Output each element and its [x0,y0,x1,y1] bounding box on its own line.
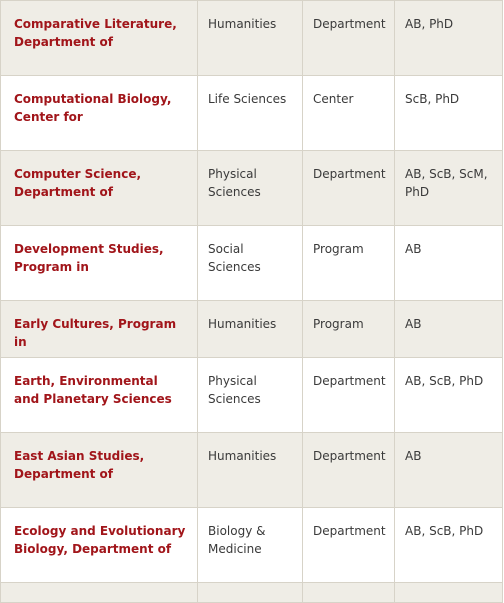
area-cell: Humanities [198,1,303,76]
degrees-cell: AB, PhD [395,1,503,76]
type-cell: Center [303,76,395,151]
program-link[interactable]: Earth, Environmental and Planetary Sciences [14,374,172,406]
type-cell: Department [303,358,395,433]
area-cell: Social Sciences [198,226,303,301]
table-row [1,76,503,151]
program-link[interactable]: Computer Science, Department of [14,167,142,199]
degrees-cell: AB, ScB, PhD [395,358,503,433]
program-link[interactable]: Development Studies, Program in [14,242,164,274]
degrees-cell: ScB, PhD [395,76,503,151]
degrees-cell: AB, ScB, PhD [395,508,503,583]
type-cell: Program [303,301,395,358]
type-cell: Department [303,1,395,76]
type-cell: Department [303,508,395,583]
area-cell: Humanities [198,433,303,508]
program-name-cell [1,508,198,583]
area-cell: Physical Sciences [198,358,303,433]
area-cell: Humanities [198,301,303,358]
area-cell: Physical Sciences [198,151,303,226]
program-name-cell [1,433,198,508]
table-row [1,151,503,226]
program-link[interactable]: Computational Biology, Center for [14,92,172,124]
program-name-cell [1,1,198,76]
program-link[interactable]: East Asian Studies, Department of [14,449,145,481]
table-row [1,1,503,76]
program-name-cell [1,301,198,358]
area-cell: Life Sciences [198,76,303,151]
table-row [1,508,503,583]
program-link[interactable]: Comparative Literature, Department of [14,17,177,49]
table-row [1,358,503,433]
degrees-cell: AB, ScB, ScM, PhD [395,151,503,226]
program-name-cell [1,151,198,226]
degrees-cell: AB [395,433,503,508]
program-name-cell [1,358,198,433]
program-link[interactable]: Ecology and Evolutionary Biology, Department of [14,524,186,556]
type-cell: Program [303,226,395,301]
type-cell: Department [303,433,395,508]
program-name-cell [1,76,198,151]
table-row [1,433,503,508]
table-row [1,226,503,301]
table-row [1,301,503,358]
degrees-cell: AB [395,301,503,358]
program-name-cell [1,226,198,301]
area-cell: Biology & Medicine [198,508,303,583]
degrees-cell: AB [395,226,503,301]
type-cell: Department [303,151,395,226]
program-link[interactable]: Early Cultures, Program in [14,317,177,349]
